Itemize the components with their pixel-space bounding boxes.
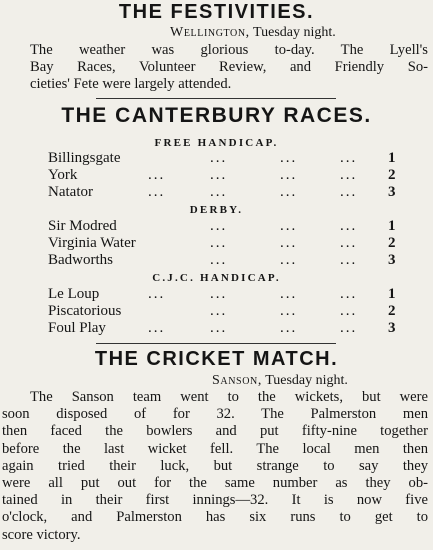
cricket-dateline-place: Sanson,: [212, 373, 262, 388]
leader-dots: ...: [340, 184, 358, 200]
festivities-heading: THE FESTIVITIES.: [118, 1, 315, 23]
section-divider: [96, 343, 336, 344]
festivities-line: cieties' Fete were largely attended.: [30, 76, 232, 93]
horse-name: Badworths: [48, 252, 113, 268]
race-result-row: [0, 252, 433, 270]
race-event-title: FREE HANDICAP.: [154, 137, 279, 149]
leader-dots: ...: [280, 303, 298, 319]
horse-name: York: [48, 167, 78, 183]
race-result-row: [0, 320, 433, 338]
leader-dots: ...: [340, 286, 358, 302]
leader-dots: ...: [148, 286, 166, 302]
race-result-row: [0, 184, 433, 202]
leader-dots: ...: [280, 286, 298, 302]
leader-dots: ...: [280, 218, 298, 234]
cricket-line: score victory.: [2, 526, 81, 543]
placing: 1: [388, 218, 396, 234]
horse-name: Le Loup: [48, 286, 100, 302]
leader-dots: ...: [340, 235, 358, 251]
horse-name: Virginia Water: [48, 235, 136, 251]
leader-dots: ...: [280, 184, 298, 200]
race-result-row: [0, 286, 433, 304]
placing: 3: [388, 320, 396, 336]
cricket-line: o'clock, and Palmerston has six runs to get to: [2, 509, 428, 526]
leader-dots: ...: [340, 252, 358, 268]
leader-dots: ...: [210, 235, 228, 251]
leader-dots: ...: [340, 167, 358, 183]
festivities-line: The weather was glorious to-day. The Lyell's: [30, 42, 428, 58]
horse-name: Sir Modred: [48, 218, 117, 234]
cricket-line: were all put out for the same number as they ob-: [2, 475, 428, 492]
leader-dots: ...: [210, 320, 228, 336]
horse-name: Piscatorious: [48, 303, 122, 319]
placing: 2: [388, 235, 396, 251]
festivities-dateline-place: Wellington,: [170, 25, 250, 40]
race-result-row: [0, 235, 433, 253]
placing: 2: [388, 167, 396, 183]
placing: 3: [388, 184, 396, 200]
race-result-row: [0, 150, 433, 168]
leader-dots: ...: [148, 320, 166, 336]
placing: 2: [388, 303, 396, 319]
leader-dots: ...: [340, 150, 358, 166]
races-heading: THE CANTERBURY RACES.: [61, 104, 372, 127]
cricket-line: The Sanson team went to the wickets, but were: [30, 389, 428, 405]
leader-dots: ...: [210, 150, 228, 166]
leader-dots: ...: [210, 184, 228, 200]
cricket-line: soon disposed of for 32. The Palmerston men: [2, 406, 428, 423]
festivities-paragraph: [0, 42, 433, 94]
placing: 1: [388, 286, 396, 302]
leader-dots: ...: [340, 320, 358, 336]
leader-dots: ...: [280, 150, 298, 166]
placing: 3: [388, 252, 396, 268]
leader-dots: ...: [280, 252, 298, 268]
cricket-heading: THE CRICKET MATCH.: [94, 348, 339, 370]
leader-dots: ...: [210, 218, 228, 234]
race-result-row: [0, 167, 433, 185]
leader-dots: ...: [210, 286, 228, 302]
leader-dots: ...: [280, 167, 298, 183]
race-event-title: DERBY.: [189, 204, 244, 216]
race-result-row: [0, 218, 433, 236]
leader-dots: ...: [340, 218, 358, 234]
placing: 1: [388, 150, 396, 166]
cricket-dateline: [212, 373, 348, 389]
leader-dots: ...: [280, 320, 298, 336]
festivities-dateline-time: Tuesday night.: [253, 25, 336, 40]
cricket-line: before the last wicket fell. The local men then: [2, 440, 428, 457]
leader-dots: ...: [340, 303, 358, 319]
race-result-row: [0, 303, 433, 321]
leader-dots: ...: [148, 167, 166, 183]
cricket-line: then faced the bowlers and put fifty-nine together: [2, 423, 428, 440]
leader-dots: ...: [210, 167, 228, 183]
horse-name: Natator: [48, 184, 93, 200]
cricket-paragraph: [0, 389, 433, 544]
race-event-title: C.J.C. HANDICAP.: [152, 272, 281, 284]
cricket-line: tained in their first innings—32. It is now five: [2, 492, 428, 509]
leader-dots: ...: [280, 235, 298, 251]
horse-name: Billingsgate: [48, 150, 121, 166]
leader-dots: ...: [148, 184, 166, 200]
leader-dots: ...: [210, 303, 228, 319]
cricket-dateline-time: Tuesday night.: [265, 373, 348, 388]
cricket-line: again tried their luck, but strange to say they: [2, 457, 428, 474]
festivities-line: Bay Races, Volunteer Review, and Friendly So-: [30, 59, 428, 76]
festivities-dateline: [170, 25, 336, 41]
horse-name: Foul Play: [48, 320, 106, 336]
section-divider: [96, 98, 336, 99]
leader-dots: ...: [210, 252, 228, 268]
